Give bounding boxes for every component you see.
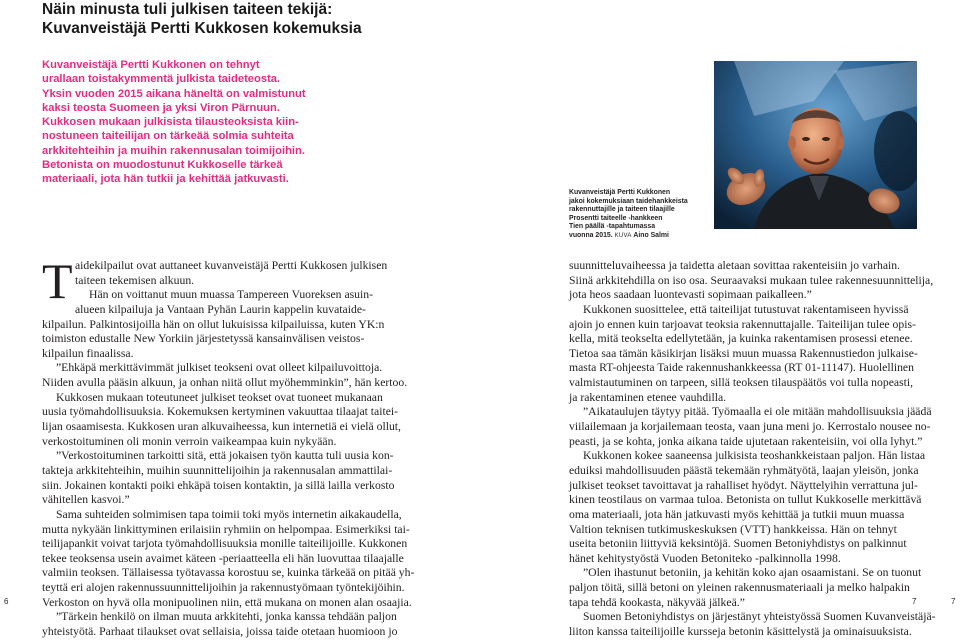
- body-line: paljon töitä, sillä betoni on yleinen rakennusmateriaali ja melko halpakin: [569, 581, 910, 595]
- body-line: suunnitteluvaiheessa ja taidetta aletaan sovittaa rakenteisiin jo varhain.: [569, 259, 901, 272]
- portrait-photo: [714, 61, 917, 229]
- page-number-left: 6: [4, 597, 9, 606]
- body-line: aidekilpailut ovat auttaneet kuvanveistäjä Pertti Kukkosen julkisen: [75, 259, 388, 272]
- body-line: teyttä eri alojen rakennussuunnittelijoihin ja rakennustyömaan työntekijöihin.: [42, 581, 405, 595]
- body-line: ja rakentaminen etenee vauhdilla.: [569, 390, 727, 404]
- article-title: [42, 0, 602, 38]
- body-line: oma materiaali, jota hän jatkuvasti myös kehittää ja tutkii muun muassa: [569, 507, 905, 521]
- body-line: kella, mitä teokselta edellytetään, ja kuinka rakentamisen prosessi etenee.: [569, 332, 913, 346]
- drop-cap: T: [42, 253, 73, 309]
- body-line: Hän on voittanut muun muassa Tampereen Vuoreksen asuin-: [89, 288, 374, 302]
- body-line: peasti, ja se kohta, jonka aikana taide ujutetaan rakenteisiin, voi olla lyhyt.”: [569, 434, 923, 448]
- body-line: kilpailun finaalissa.: [42, 346, 134, 360]
- photo-caption: [569, 189, 709, 241]
- body-line: useita betoniin liittyviä keksintöjä. Suomen Betoniyhdistys on palkinnut: [569, 537, 907, 551]
- body-line: viilailemaan ja korjailemaan teosta, vaan juna meni jo. Kerrostalo nousee no-: [569, 420, 931, 434]
- body-line: Kukkonen suosittelee, että taiteilijat tutustuvat rakentamiseen hyvissä: [583, 302, 909, 316]
- body-line: uusia työmahdollisuuksia. Kokemuksen kertyminen vakuuttaa tilaajat taitei-: [42, 405, 399, 419]
- caption-line: jakoi kokemuksiaan taidehankkeista: [569, 197, 688, 205]
- body-line: mutta nykyään linkittyminen erilaisiin ryhmiin on helpompaa. Esimerkiksi tai-: [42, 522, 410, 536]
- page-number-right-edge: 7: [951, 597, 956, 606]
- body-line: ”Ehkäpä merkittävimmät julkiset teokseni ovat olleet kilpailuvoittoja.: [56, 361, 383, 375]
- title-line: Kuvanveistäjä Pertti Kukkosen kokemuksia: [42, 20, 362, 37]
- body-line: liiton kanssa taiteilijoille kursseja betonin käsittelystä ja ominaisuuksista.: [569, 625, 912, 639]
- body-line: kilpailun. Palkintosijoilla hän on ollut lukuisissa kilpailuissa, kuten YK:n: [42, 317, 385, 331]
- page-number-right: 7: [912, 597, 917, 606]
- body-line: Sama suhteiden solmimisen tapa toimii toki myös internetin aikakaudella,: [56, 507, 402, 521]
- body-line: takteja arkkitehteihin, muihin suunnittelijoihin ja rakennusalan ammattilai-: [42, 463, 393, 477]
- lead-line: Betonista on muodostunut Kukkoselle tärkeä: [42, 159, 283, 172]
- title-line: Näin minusta tuli julkisen taiteen tekijä:: [42, 1, 333, 18]
- body-line: Valtion teknisen tutkimuskeskuksen (VTT) hankkeissa. Hän on tehnyt: [569, 522, 897, 536]
- body-line: toimiston edustalle New Yorkiin järjestetyssä kansainvälisen veistos-: [42, 332, 365, 346]
- portrait-photo-illustration: [714, 61, 917, 229]
- body-line: vähitellen kasvoi.”: [42, 493, 130, 507]
- lead-paragraph: [42, 58, 362, 187]
- body-line: eduiksi mahdollisuuden päästä tekemään ryhmätyötä, laajan yleisön, jonka: [569, 463, 919, 477]
- body-line: julkiset teokset tavoittavat ja rahalliset hyödyt. Näyttelyihin verrattuna jul-: [569, 478, 918, 492]
- lead-line: nostuneen taiteilijan on tärkeää solmia suhteita: [42, 130, 294, 143]
- body-line: Suomen Betoniyhdistys on järjestänyt yhteistyössä Suomen Kuvanveistäjä-: [583, 610, 936, 624]
- body-line: alueen kilpailuja ja Vantaan Pyhän Laurin kappelin kuvataide-: [75, 302, 366, 316]
- body-line: Kukkosen mukaan toteutuneet julkiset teokset ovat tuoneet mukanaan: [56, 390, 383, 404]
- body-line: tekee teoksensa usein avaimet käteen -periaatteella eli hän luovuttaa tilaajalle: [42, 551, 404, 565]
- body-line: verkostoituminen oli monin verroin vaikeampaa kuin nykyään.: [42, 434, 337, 448]
- caption-line: Prosentti taiteelle -hankkeen: [569, 214, 663, 222]
- body-line: teilijapankit voivat tarjota työmahdollisuuksia monille taiteilijoille. Kukkonen: [42, 537, 408, 551]
- body-line: Siinä arkkitehdilla on iso osa. Seuraavaksi mukaan tulee rakennesuunnittelija,: [569, 273, 934, 287]
- body-line: Verkoston on hyvä olla monipuolinen niin, että mukana on monen alan osaajia.: [42, 595, 412, 609]
- body-line: kinen teostilaus on varmaa tuloa. Betonista on tullut Kukkoselle merkittävä: [569, 493, 922, 507]
- body-line: ajoin jo ennen kuin tarjoavat teoksia rakennuttajalle. Taiteilijan tulee opis-: [569, 317, 916, 331]
- lead-line: kaksi teosta Suomeen ja yksi Viron Pärnuun.: [42, 101, 280, 114]
- body-line: masta RT-ohjeesta Taide rakennushankkeessa (RT 01-11147). Huolellinen: [569, 361, 914, 375]
- body-line: valmiin teoksen. Tällaisessa työtavassa korostuu se, kuinka tärkeää on pitää yh-: [42, 566, 415, 580]
- lead-line: materiaali, jota hän tutkii ja kehittää jatkuvasti.: [42, 173, 289, 186]
- body-line: ”Tärkein henkilö on ilman muuta arkkitehti, jonka kanssa tehdään paljon: [56, 610, 397, 624]
- body-line: ”Olen ihastunut betoniin, ja kehitän koko ajan osaamistani. Se on tuonut: [583, 566, 922, 580]
- body-line: ”Verkostoituminen tarkoitti sitä, että jokaisen työn kautta tuli uusia kon-: [56, 449, 394, 463]
- body-line: tapa tehdä kookasta, näkyvää jälkeä.”: [569, 595, 745, 609]
- caption-line: Kuvanveistäjä Pertti Kukkonen: [569, 189, 671, 196]
- body-column-right: [569, 259, 936, 640]
- caption-line: [569, 232, 709, 241]
- caption-line: rakennuttajille ja taiteen tilaajille: [569, 206, 675, 214]
- body-line: hänet kehitystyöstä Vuoden Betoniteko -palkinnolla 1998.: [569, 551, 841, 565]
- body-line: yhteistyötä. Parhaat tilaukset ovat sellaisia, joissa taide otetaan huomioon jo: [42, 625, 398, 639]
- caption-credit-label: KUVA: [614, 232, 632, 239]
- body-line: siin. Jokainen kontakti poiki ehkäpä toisen kontaktin, ja sillä lailla verkosto: [42, 478, 395, 492]
- body-line: jota heos saadaan luontevasti sopimaan paikalleen.”: [569, 288, 812, 302]
- body-line: ”Aikataulujen täytyy pitää. Työmaalla ei ole mitään mahdollisuuksia jäädä: [583, 405, 932, 419]
- body-line: Tietoa saa tämän käsikirjan lisäksi muun muassa Rakennustiedon julkaise-: [569, 346, 918, 360]
- body-line: taiteen tekemisen alkuun.: [75, 273, 195, 287]
- lead-line: urallaan toistakymmentä julkista taideteosta.: [42, 73, 281, 86]
- lead-line: Yksin vuoden 2015 aikana häneltä on valmistunut: [42, 87, 306, 100]
- body-line: Kukkonen kokee saaneensa julkisista teoshankkeistaan paljon. Hän listaa: [583, 449, 926, 463]
- caption-line: Tien päällä -tapahtumassa: [569, 223, 656, 231]
- body-line: lijan osaamisesta. Kukkosen uran alkuvaiheessa, kun internetiä ei vielä ollut,: [42, 420, 401, 434]
- body-line: Niiden avulla pääsin alkuun, ja onhan niitä ollut myöhemminkin”, hän kertoo.: [42, 376, 408, 390]
- body-line: valmistautuminen on tarpeen, sillä teoksen tilauspäätös voi tulla nopeasti,: [569, 376, 914, 390]
- lead-line: Kuvanveistäjä Pertti Kukkonen on tehnyt: [42, 59, 260, 71]
- caption-credit-name: Aino Salmi: [633, 231, 669, 239]
- caption-text: vuonna 2015.: [569, 231, 613, 239]
- body-column-left: [42, 253, 415, 640]
- lead-line: Kukkosen mukaan julkisista tilausteoksista kiin-: [42, 116, 299, 129]
- lead-line: arkkitehteihin ja muihin rakennusalan toimijoihin.: [42, 144, 305, 157]
